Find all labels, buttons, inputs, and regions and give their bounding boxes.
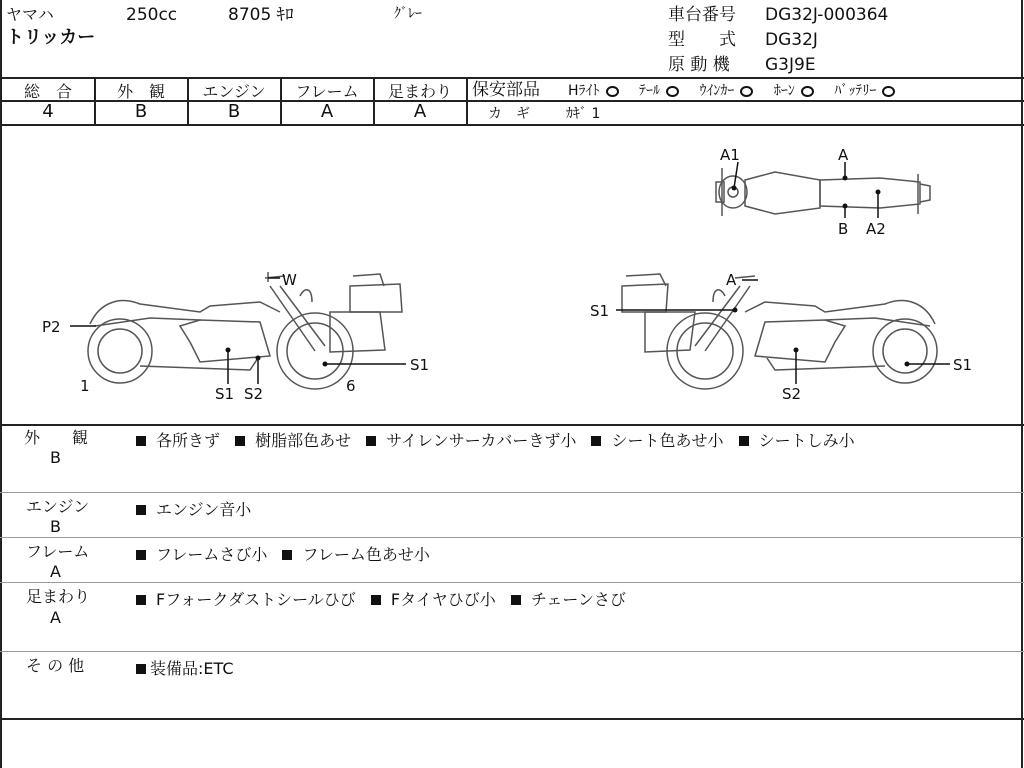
section-items-exterior [136, 428, 865, 451]
section-label-suspension: 足まわり [26, 587, 91, 606]
circle-icon [882, 86, 895, 97]
engine-label: 原 動 機 [668, 55, 730, 75]
mark-left-1: 1 [80, 377, 90, 395]
mark-right-s1-rear: S1 [953, 356, 973, 374]
frame-no: DG32J-000364 [765, 5, 889, 25]
safety-item-tail: ﾃｰﾙ [639, 83, 679, 99]
list-item: シート色あせ小 [591, 431, 723, 450]
section-grade-engine: B [50, 517, 61, 536]
list-item: エンジン音小 [136, 500, 251, 519]
safety-items [568, 80, 895, 100]
safety-label: 保安部品 [472, 80, 540, 100]
list-item: 装備品:ETC [136, 659, 234, 678]
grade-label-total: 総 合 [23, 82, 72, 101]
model-name: トリッカー [6, 27, 96, 48]
key-label: カ ギ [488, 106, 530, 122]
section-grade-frame: A [50, 562, 61, 581]
frame-right-border [1021, 0, 1023, 768]
displacement: 250cc [126, 5, 178, 25]
mark-top-a2: A2 [866, 220, 886, 238]
list-item: Fタイヤひび小 [371, 590, 496, 609]
grade-value-total: 4 [42, 101, 54, 122]
safety-item-winker: ｳｲﾝｶｰ [699, 83, 753, 99]
circle-icon [801, 86, 814, 97]
grade-label-engine: エンジン [202, 82, 266, 101]
list-item: チェーンさび [511, 590, 626, 609]
bottom-divider [0, 718, 1024, 720]
section-label-frame: フレーム [26, 542, 90, 561]
engine: G3J9E [765, 55, 816, 75]
circle-icon [606, 86, 619, 97]
section-grade-exterior: B [50, 448, 61, 467]
section-items-engine [136, 497, 261, 520]
color: ｸﾞﾚｰ [394, 6, 422, 22]
right-view-bike [622, 274, 937, 389]
type-label: 型 式 [668, 30, 736, 50]
list-item: フレームさび小 [136, 545, 267, 564]
diagram-bottom-divider [0, 424, 1024, 426]
grade-sep-5 [466, 77, 468, 125]
mark-left-s2: S2 [244, 385, 264, 403]
grade-label-suspension: 足まわり [387, 82, 452, 101]
list-item: サイレンサーカバーきず小 [366, 431, 576, 450]
mark-right-s1: S1 [590, 302, 610, 320]
section-items-frame [136, 542, 440, 565]
row-divider-2 [0, 537, 1024, 538]
mark-left-w: W [282, 271, 297, 289]
row-divider-1 [0, 492, 1024, 493]
grade-label-frame: フレーム [295, 82, 359, 101]
grade-value-suspension: A [413, 101, 427, 122]
top-view-bike [716, 168, 930, 216]
mark-top-a1: A1 [720, 146, 740, 164]
mark-top-b: B [838, 220, 849, 238]
section-grade-suspension: A [50, 608, 61, 627]
grade-value-frame: A [320, 101, 334, 122]
mark-left-p2: P2 [42, 318, 61, 336]
list-item: 各所きず [136, 431, 220, 450]
mark-right-a: A [726, 271, 737, 289]
safety-item-horn: ﾎｰﾝ [774, 83, 814, 99]
mileage: 8705 ｷﾛ [228, 5, 294, 25]
maker: ヤマハ [6, 5, 54, 24]
mark-right-s2: S2 [782, 385, 802, 403]
type: DG32J [765, 30, 818, 50]
damage-diagram [0, 126, 1020, 424]
mark-left-s1-rear: S1 [410, 356, 430, 374]
row-divider-3 [0, 582, 1024, 583]
grade-value-exterior: B [134, 101, 148, 122]
circle-icon [666, 86, 679, 97]
key-value: ｶｷﾞ 1 [566, 106, 601, 122]
section-items-suspension [136, 587, 636, 610]
safety-item-battery: ﾊﾞｯﾃﾘｰ [834, 83, 895, 99]
circle-icon [740, 86, 753, 97]
section-label-other: そ の 他 [26, 656, 85, 675]
list-item: 樹脂部色あせ [235, 431, 351, 450]
mark-left-6: 6 [346, 377, 356, 395]
row-divider-4 [0, 651, 1024, 652]
list-item: Fフォークダストシールひび [136, 590, 356, 609]
grade-value-engine: B [227, 101, 241, 122]
list-item: フレーム色あせ小 [282, 545, 429, 564]
list-item: シートしみ小 [739, 431, 855, 450]
left-view-bike [88, 272, 402, 389]
section-label-engine: エンジン [26, 497, 90, 516]
mark-top-a: A [838, 146, 849, 164]
frame-no-label: 車台番号 [668, 5, 736, 25]
safety-item-headlight: Hﾗｲﾄ [568, 83, 619, 99]
section-items-other [136, 656, 244, 679]
section-label-exterior: 外 観 [24, 428, 89, 447]
mark-left-s1: S1 [215, 385, 235, 403]
grade-label-exterior: 外 観 [116, 82, 165, 101]
